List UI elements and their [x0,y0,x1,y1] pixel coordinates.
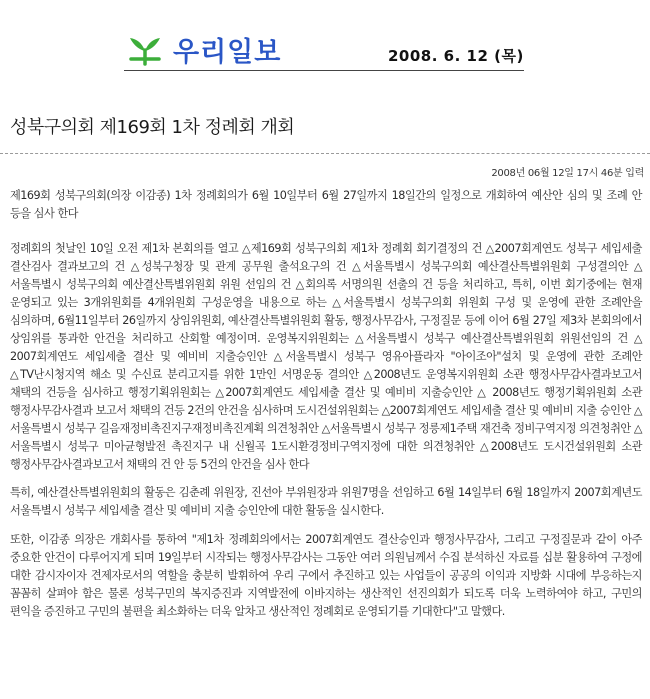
article-headline: 성북구의회 제169회 1차 정례회 개회 [10,117,295,138]
masthead [0,0,650,80]
article-body [10,187,642,621]
headline-divider [0,153,650,154]
article-input-time: 2008년 06월 12일 17시 46분 입력 [491,168,644,179]
article-paragraph: 특히, 예산결산특별위원회의 활동은 김춘례 위원장, 진선아 부위원장과 위원7명을 선임하고 6월 14일부터 6월 18일까지 2007회계년도 서울특별시 성북구 세입세출 결산 및 예비비 지출 승인안에 대한 활동을 실시한다. [10,486,642,517]
sprout-icon [125,34,165,66]
edition-date: 2008. 6. 12 (목) [388,47,524,65]
article-paragraph: 제169회 성북구의회(의장 이감종) 1차 정례회의가 6월 10일부터 6월 27일까지 18일간의 일정으로 개회하여 예산안 심의 및 조례 안 등을 심사 한다 [10,189,642,220]
logo-text: 우리일보 [173,37,282,68]
article-paragraph: 정례회의 첫날인 10일 오전 제1차 본회의를 열고 △제169회 성북구의회 제1차 정례회 회기결정의 건 △2007회계연도 성북구 세입세출 결산검사 결과보고의 건 △성북구청장 및 관계 공무원 출석요구의 건 △서울특별시 성북구의회 예산결산특별위원회 구성결의안 △서울특별시 성북구의회 예산결산특별위원회 위원 선임의 건 △회의록 서명의원 선출의 건 등을 처리하고, 특히, 이번 회기중에는 현재 운영되고 있는 3개위원회를 4개위원회 구성운영을 내용으로 하는 △서울특별시 성북구의회 위원회 구성 및 운영에 관한 조례안을 심의하며, 6월11일부터 26일까지 상임위원회, 예산결산특별위원회 활동, 행정사무감사, 구정질문 등에 이어 6월 27일 제3차 본회의에서 상임위를 통과한 안건을 처리하고 산회할 예정이며. 운영복지위원회는 △서울특별시 성북구 예산결산특별위원회 위원선임의 건 △ 2007회계연도 세입세출 결산 및 예비비 지출승인안 △서울특별시 성북구 영유아플라자 "아이조아"설치 및 운영에 관한 조례안 △TV난시청지역 해소 및 수신료 분리고지를 위한 1만인 서명운동 결의안 △2008년도 운영복지위원회 소관 행정사무감사결과보고서 채택의 건등을 심사하고 행정기획위원회는 △2007회계연도 세입세출 결산 및 예비비 지출승인안 △ 2008년도 행정기획위원회 소관 행정사무감사결과 보고서 채택의 건등 2건의 안건을 심사하며 도시건설위원회는 △2007회계연도 세입세출 결산 및 예비비 지출 승인안 △서울특별시 성북구 길음재정비촉진지구재정비촉진계획 의견청취안 △서울특별시 성북구 정릉제1주택 재건축 정비구역지정 의견청취안 △서울특별시 성북구 미아균형발전 촉진지구 내 신월곡 1도시환경정비구역지정에 대한 의견청취안 △2008년도 도시건설위원회 소관 행정사무감사결과보고서 채택의 건 안 등 5건의 안건을 심사 한다 [10,242,642,471]
masthead-divider [124,70,524,71]
article-paragraph: 또한, 이감종 의장은 개회사를 통하여 "제1차 정례회의에서는 2007회계연도 결산승인과 행정사무감사, 그리고 구정질문과 같이 아주 중요한 안건이 다루어지게 되며 19일부터 시작되는 행정사무감사는 그동안 여러 의원님께서 수집 분석하신 자료를 십분 활용하여 구정에 대한 감시자이자 견제자로서의 역할을 충분히 발휘하여 우리 구에서 추진하고 있는 사업들이 공공의 이익과 지방화 시대에 부응하는지 꼼꼼히 살펴야 함은 물론 성북구민의 복지증진과 지역발전에 이바지하는 생산적인 선진의회가 되도록 더욱 노력하여야 하고, 구민의 편익을 증진하고 구민의 불편을 최소화하는 더욱 알차고 생산적인 정례회로 운영되기를 기대한다"고 말했다. [10,533,642,618]
newspaper-logo[interactable] [125,30,281,69]
